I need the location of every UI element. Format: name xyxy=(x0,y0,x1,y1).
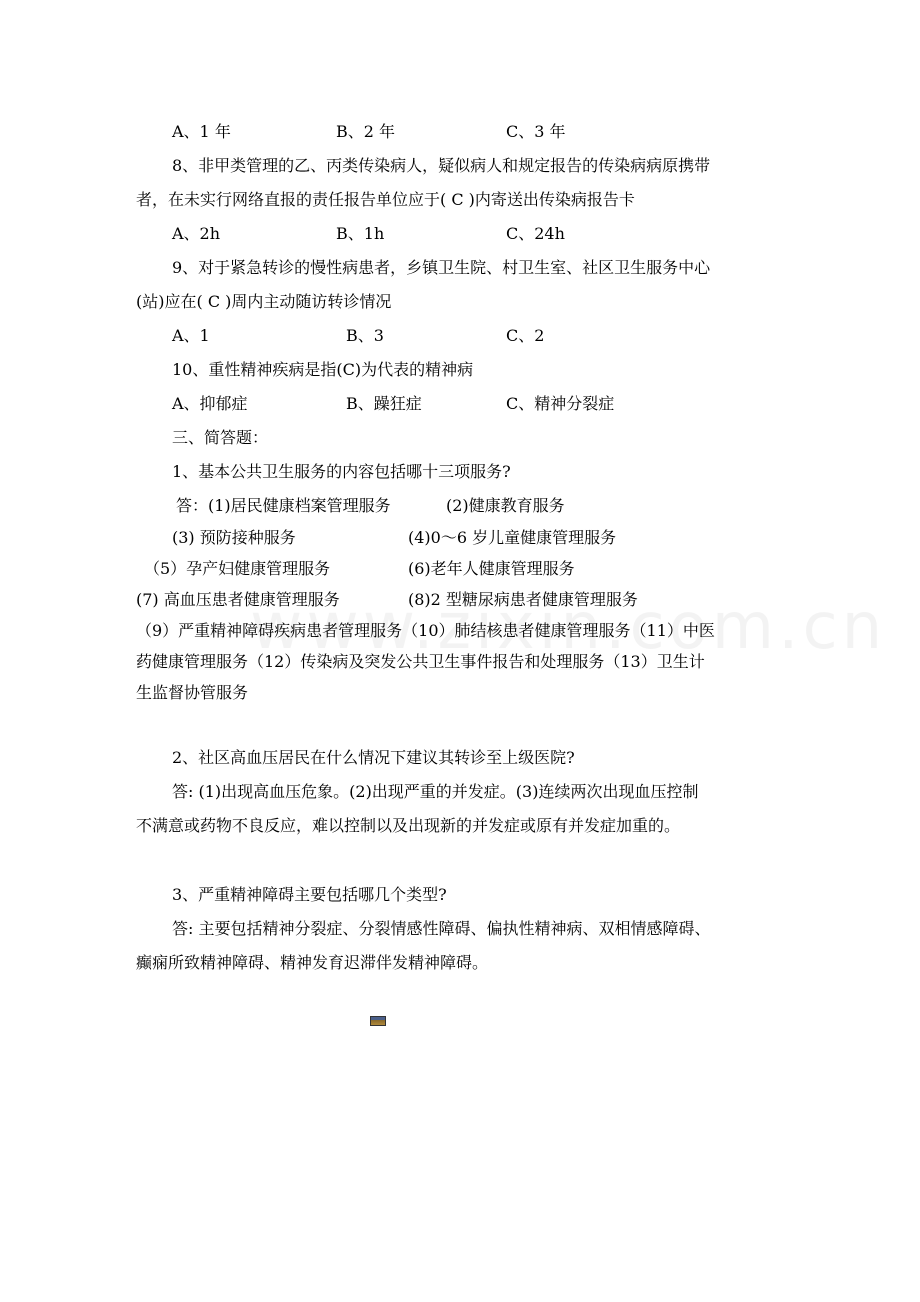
sa1-answer-r2a: (3) 预防接种服务 xyxy=(172,528,296,547)
q8-option-b: B、1h xyxy=(336,224,385,243)
sa1-answer-line6: 药健康管理服务（12）传染病及突发公共卫生事件报告和处理服务（13）卫生计 xyxy=(136,652,705,671)
sa3-answer-line2: 癫痫所致精神障碍、精神发育迟滞伴发精神障碍。 xyxy=(136,953,489,972)
q9-question-line2: (站)应在( C )周内主动随访转诊情况 xyxy=(136,292,392,311)
sa3-question: 3、严重精神障碍主要包括哪几个类型? xyxy=(172,885,447,904)
sa1-answer-r4b: (8)2 型糖尿病患者健康管理服务 xyxy=(408,590,638,609)
sa1-answer-r2b: (4)0～6 岁儿童健康管理服务 xyxy=(408,528,617,547)
q8-option-c: C、24h xyxy=(506,224,565,243)
q10-option-b: B、躁狂症 xyxy=(346,394,422,413)
q7-option-b: B、2 年 xyxy=(336,122,396,141)
sa1-answer-r3a: （5）孕产妇健康管理服务 xyxy=(144,559,331,578)
sa1-question: 1、基本公共卫生服务的内容包括哪十三项服务? xyxy=(172,462,511,481)
sa1-answer-line7: 生监督协管服务 xyxy=(136,683,249,702)
q9-question-line1: 9、对于紧急转诊的慢性病患者，乡镇卫生院、村卫生室、社区卫生服务中心 xyxy=(172,258,711,277)
small-image-thumbnail xyxy=(370,1016,386,1026)
q10-option-a: A、抑郁症 xyxy=(172,394,248,413)
sa2-answer-line2: 不满意或药物不良反应，难以控制以及出现新的并发症或原有并发症加重的。 xyxy=(136,816,681,835)
q9-option-a: A、1 xyxy=(172,326,210,345)
q10-question-line1: 10、重性精神疾病是指(C)为代表的精神病 xyxy=(172,360,474,379)
section-title-short-answer: 三、简答题： xyxy=(172,428,269,447)
q8-option-a: A、2h xyxy=(172,224,221,243)
sa3-answer-line1: 答: 主要包括精神分裂症、分裂情感性障碍、偏执性精神病、双相情感障碍、 xyxy=(172,919,711,938)
q9-option-b: B、3 xyxy=(346,326,384,345)
q7-option-c: C、3 年 xyxy=(506,122,566,141)
q8-question-line1: 8、非甲类管理的乙、丙类传染病人，疑似病人和规定报告的传染病病原携带 xyxy=(172,156,711,175)
q10-option-c: C、精神分裂症 xyxy=(506,394,615,413)
sa1-answer-r4a: (7) 高血压患者健康管理服务 xyxy=(136,590,340,609)
sa1-answer-line5: （9）严重精神障碍疾病患者管理服务（10）肺结核患者健康管理服务（11）中医 xyxy=(136,621,715,640)
sa1-answer-r3b: (6)老年人健康管理服务 xyxy=(408,559,575,578)
q8-question-line2: 者，在未实行网络直报的责任报告单位应于( C )内寄送出传染病报告卡 xyxy=(136,190,635,209)
sa2-answer-line1: 答: (1)出现高血压危象。(2)出现严重的并发症。(3)连续两次出现血压控制 xyxy=(172,782,699,801)
q9-option-c: C、2 xyxy=(506,326,545,345)
sa1-answer-r1b: (2)健康教育服务 xyxy=(446,496,565,515)
sa2-question: 2、社区高血压居民在什么情况下建议其转诊至上级医院? xyxy=(172,748,575,767)
q7-option-a: A、1 年 xyxy=(172,122,231,141)
sa1-answer-r1a: 答：(1)居民健康档案管理服务 xyxy=(176,496,391,515)
